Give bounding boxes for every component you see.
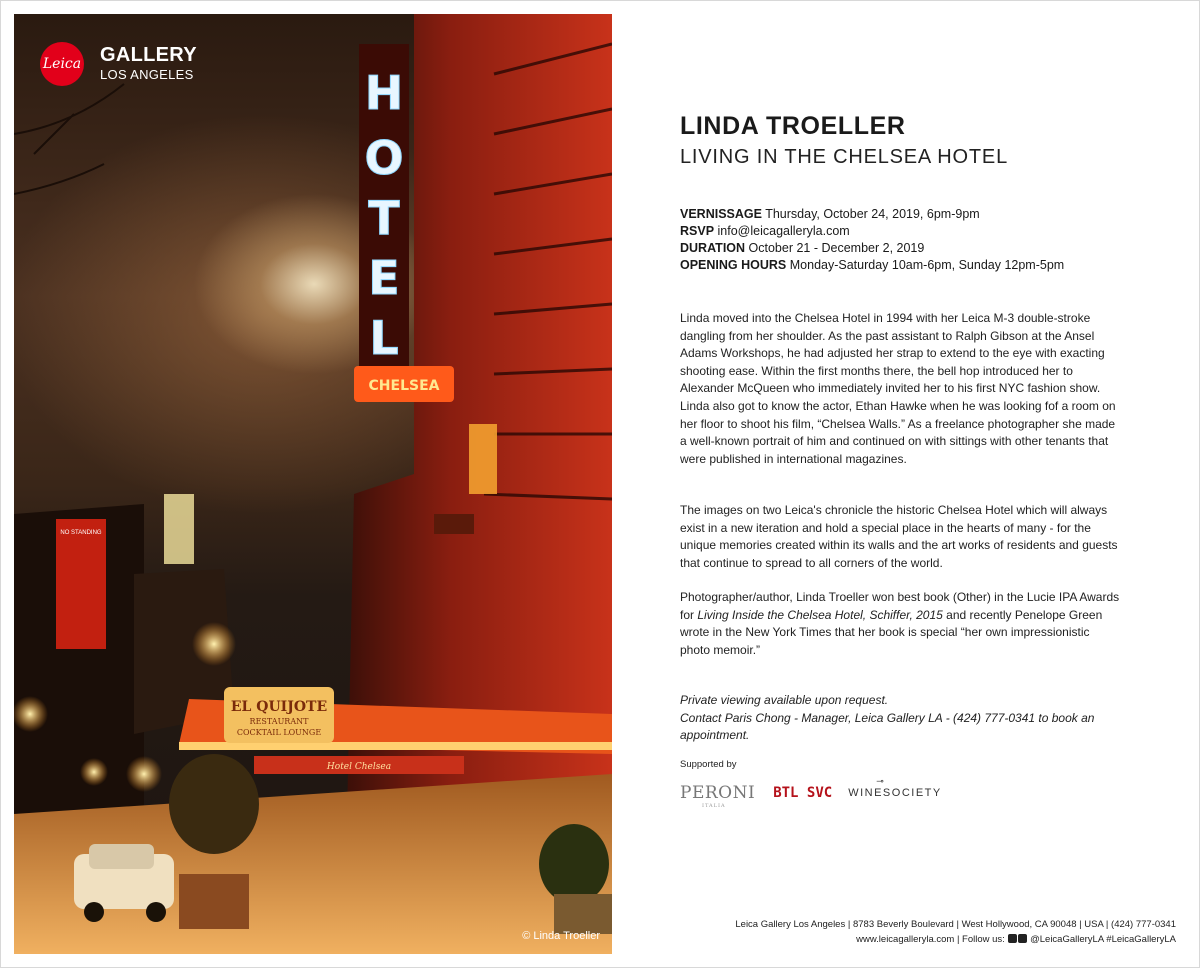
chelsea-hotel-photo [14,14,612,954]
leica-logo: Leica [40,42,84,86]
artist-name: LINDA TROELLER [680,112,906,140]
instagram-icon[interactable] [1008,934,1017,943]
lit-tower [164,494,194,564]
sign-letter-t: T [368,191,400,245]
wine-society-logo: ⊸ WINESOCIETY [848,776,942,799]
book-title: Living Inside the Chelsea Hotel, Schiffer, 2015 [697,607,943,622]
key-icon: ⊸ [876,776,886,786]
gallery-label: GALLERY [100,44,197,66]
info-opening-hours: OPENING HOURS Monday-Saturday 10am-6pm, Sunday 12pm-5pm [680,258,1065,272]
website-link[interactable]: www.leicagalleryla.com [856,934,955,945]
info-duration: DURATION October 21 - December 2, 2019 [680,241,925,255]
sponsor-logos [680,778,942,808]
chelsea-neon-text: CHELSEA [368,378,440,394]
info-vernissage: VERNISSAGE Thursday, October 24, 2019, 6pm-9pm [680,207,980,221]
bio-paragraph: Linda moved into the Chelsea Hotel in 1994 with her Leica M-3 double-stroke dangling from her shoulder. As the past assistant to Ralph Gibson at the Ansel Adams Workshops, he had adjusted her strap to extend to the eye with exacting shooting ease. Within the first months there, the bell hop introduced her to Alexander McQueen who immediately invited her to his first NYC fashion show. Linda also got to know the actor, Ethan Hawke when he was looking fof a room on her floor to shoot his film, “Chelsea Walls.” As a freelance photographer she made a well-known portrait of him and continued on with sittings with other tenants that were published in international magazines. [680,311,1116,466]
event-info [680,206,1064,274]
sign-letter-l: L [369,311,399,365]
footer-address: Leica Gallery Los Angeles | 8783 Beverly Boulevard | West Hollywood, CA 90048 | USA | (424) 777-0341 [735,919,1176,930]
exhibition-title: LIVING IN THE CHELSEA HOTEL [680,146,1008,168]
svg-text:RESTAURANT: RESTAURANT [249,717,309,726]
footer-links: www.leicagalleryla.com | Follow us: @LeicaGalleryLA #LeicaGalleryLA [856,934,1176,945]
private-viewing: Private viewing available upon request. Contact Paris Chong - Manager, Leica Gallery LA - (424) 777-0341 to book an appointment. [680,693,1095,743]
street-tree [169,754,259,854]
sign-letter-e: E [368,251,400,305]
info-rsvp: RSVP info@leicagalleryla.com [680,224,850,238]
sign-letter-h: H [364,66,404,120]
svg-text:NO STANDING: NO STANDING [60,530,102,536]
hotel-chelsea-script: Hotel Chelsea [326,762,392,772]
rsvp-email[interactable]: info@leicagalleryla.com [717,224,850,238]
facebook-icon[interactable] [1018,934,1027,943]
btl-svc-logo: BTL SVC [773,785,833,801]
awning-title: EL QUIJOTE [230,699,328,715]
supported-by-label: Supported by [680,759,737,770]
social-handles: @LeicaGalleryLA #LeicaGalleryLA [1030,934,1176,945]
svg-text:COCKTAIL LOUNGE: COCKTAIL LOUNGE [236,728,322,737]
chronicle-paragraph: The images on two Leica's chronicle the historic Chelsea Hotel which will always exist in a new iteration and hold a special place in the hearts of many - for the unique memories created within its walls and the art works of residents and guests that continue to spread to all corners of the world. [680,503,1118,570]
peroni-logo: PERONI ITALIA [680,783,756,809]
sign-letter-o: O [364,131,404,185]
no-standing-sign [56,519,106,649]
gallery-city: LOS ANGELES [100,67,194,82]
photo-illustration [14,14,612,954]
photo-credit: © Linda Troeller [522,930,600,942]
award-paragraph: Photographer/author, Linda Troeller won best book (Other) in the Lucie IPA Awards for Living Inside the Chelsea Hotel, Schiffer, 2015 and recently Penelope Green wrote in the New York Times that her book is special “her own impressionistic photo memoir.” [680,590,1120,657]
